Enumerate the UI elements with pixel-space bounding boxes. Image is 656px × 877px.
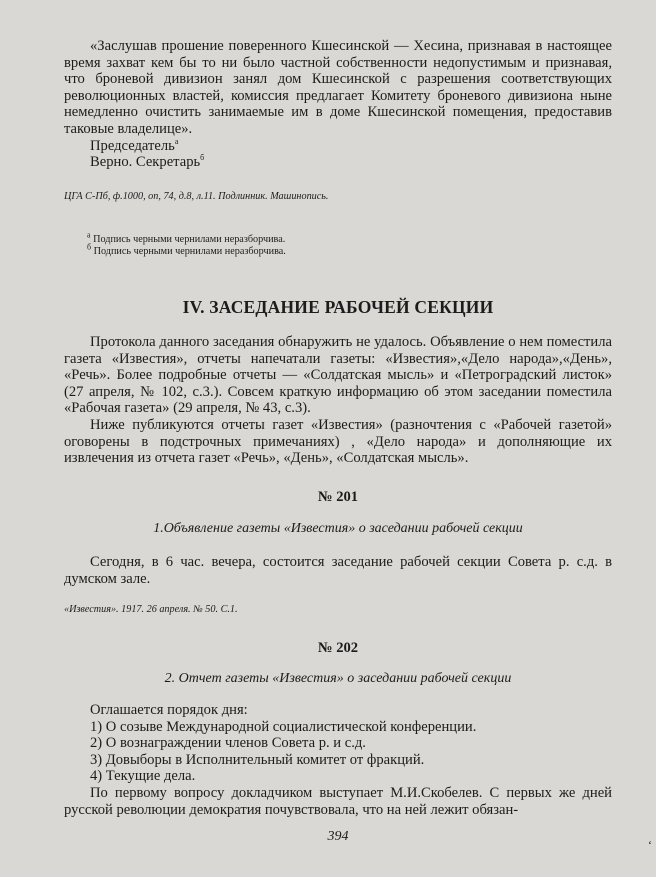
doc-201-text: Сегодня, в 6 час. вечера, состоится заседание рабочей секции Совета р. с.д. в думском зале.: [64, 554, 612, 587]
section-intro: [64, 334, 612, 467]
doc-201-number: № 201: [317, 489, 359, 505]
page-number: 394: [327, 829, 349, 844]
archive-source: ЦГА С-Пб, ф.1000, оп, 74, д.8, л.11. Подлинник. Машинопись.: [64, 191, 329, 202]
footnotes: [87, 230, 567, 258]
footnote-b: $^б$ Подпись черными чернилами неразборчива.: [87, 242, 286, 258]
doc-201-title: 1.Объявление газеты «Известия» о заседании рабочей секции: [153, 521, 523, 536]
agenda-item: 1) О созыве Международной социалистической конференции.: [90, 718, 477, 735]
margin-mark: ‘: [648, 838, 652, 852]
footnote-a: $^а$ Подпись черными чернилами неразборчива.: [87, 230, 286, 245]
intro-paragraph-2: Ниже публикуются отчеты газет «Известия» (разночтения с «Рабочей газетой» оговорены в подстрочных примечаниях) , «Дело народа» и дополняющие их извлечения из отчета газет «Речь», «День», «Солдатская мысль».: [64, 416, 612, 467]
agenda-intro: Оглашается порядок дня:: [90, 702, 248, 718]
report-paragraph: По первому вопросу докладчиком выступает М.И.Скобелев. С первых же дней русской революции демократия почувствовала, что на ней лежит обязан-: [64, 784, 612, 818]
resolution-text: «Заслушав прошение поверенного Кшесинской — Хесина, признавая в настоящее время захват кем бы то ни было частной собственности недопустимым и признавая, что броневой дивизион занял дом Кшесинской с разрешения соответствующих революционных властей, комиссия предлагает Комитету броневого дивизиона ныне немедленно очистить занимаемые им в доме Кшесинской помещения, предоставив таковые владелице».: [64, 38, 612, 137]
agenda-list: [64, 719, 612, 785]
doc-201-source: «Известия». 1917. 26 апреля. № 50. С.1.: [64, 604, 238, 615]
agenda-item: 2) О вознаграждении членов Совета р. и с.д.: [90, 735, 366, 752]
doc-201-body: [64, 554, 612, 587]
section-heading: IV. ЗАСЕДАНИЕ РАБОЧЕЙ СЕКЦИИ: [182, 297, 494, 317]
doc-202-number: № 202: [317, 640, 359, 656]
closing-resolution: [64, 38, 612, 171]
agenda-item: 4) Текущие дела.: [90, 768, 196, 785]
secretary-line: Верно. Секретарь$^б$: [90, 153, 205, 171]
intro-paragraph-1: Протокола данного заседания обнаружить не удалось. Объявление о нем поместила газета «Известия», отчеты напечатали газеты: «Известия»,«Дело народа»,«День», «Речь». Более подробные отчеты — «Солдатская мысль» и «Петроградский листок» (27 апреля, № 102, с.3.). Совсем краткую информацию об этом заседании поместила «Рабочая газета» (29 апреля, № 43, с.3).: [64, 334, 612, 417]
chairman-line: Председатель$^а$: [90, 136, 179, 154]
agenda-item: 3) Довыборы в Исполнительный комитет от фракций.: [90, 751, 425, 768]
doc-202-body: [64, 702, 612, 818]
doc-202-title: 2. Отчет газеты «Известия» о заседании рабочей секции: [164, 671, 512, 686]
